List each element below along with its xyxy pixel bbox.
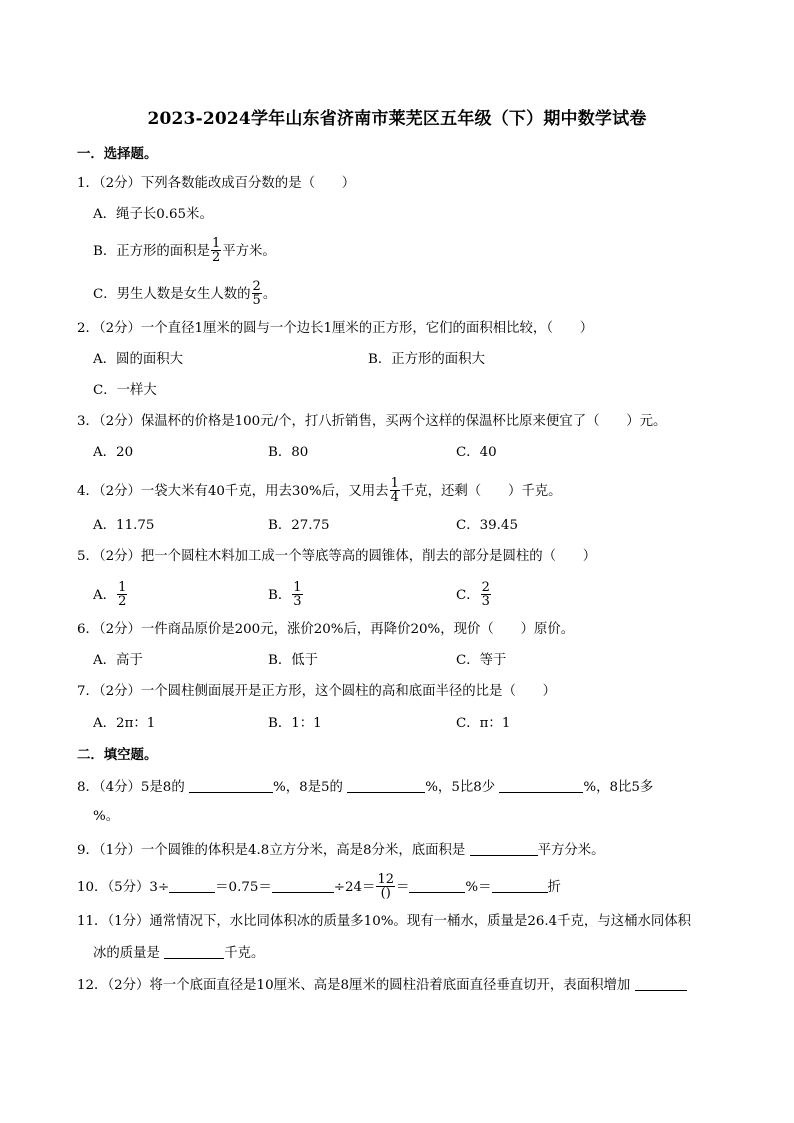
question-1-stem: 1．（2分）下列各数能改成百分数的是（ ）	[77, 176, 356, 191]
question-6-option-b: B．低于	[268, 653, 319, 668]
answer-blank[interactable]	[169, 878, 215, 893]
section-choice-heading: 一．选择题。	[77, 146, 158, 162]
answer-blank[interactable]	[409, 878, 465, 893]
question-4-stem: 4．（2分）一袋大米有40千克，用去30%后，又用去 $\frac{1}{4}$ 千克，还剩（ ）千克。	[77, 476, 562, 505]
answer-blank[interactable]	[272, 878, 334, 893]
answer-blank[interactable]	[635, 976, 687, 991]
question-3-stem: 3．（2分）保温杯的价格是100元/个，打八折销售，买两个这样的保温杯比原来便宜了（ ）元。	[77, 414, 667, 429]
question-4-option-c: C．39.45	[456, 518, 518, 533]
question-5-option-b: B． $\frac{1}{3}$	[268, 580, 302, 609]
question-1-option-b: B．正方形的面积是 $\frac{1}{2}$ 平方米。	[93, 236, 276, 265]
answer-blank[interactable]	[492, 878, 548, 893]
question-5-stem: 5．（2分）把一个圆柱木料加工成一个等底等高的圆锥体，削去的部分是圆柱的（ ）	[77, 549, 597, 564]
answer-blank[interactable]	[347, 778, 425, 793]
fraction: $\frac{1}{4}$	[390, 476, 399, 505]
question-4-option-a: A．11.75	[93, 518, 155, 533]
question-7-option-c: C．π：1	[456, 716, 511, 731]
question-5-option-c: C． $\frac{2}{3}$	[456, 580, 490, 609]
question-8-line-2: %。	[93, 809, 120, 824]
question-8-line-1: 8．（4分）5是8的 %，8是5的 %，5比8少 %，8比5多	[77, 780, 654, 795]
question-10-stem: 10．（5分）3÷ ＝0.75＝ ÷24＝ $\frac{12}{()}$ ＝ %＝ 折	[77, 872, 561, 901]
question-11-line-1: 11．（1分）通常情况下，水比同体积冰的质量多10%。现有一桶水，质量是26.4千克，与这桶水同体积	[77, 914, 692, 929]
question-1-option-a: A．绳子长0.65米。	[93, 207, 213, 222]
question-3-option-a: A．20	[93, 445, 134, 460]
section-fill-heading: 二．填空题。	[77, 747, 158, 763]
fraction: $\frac{2}{5}$	[252, 279, 261, 308]
question-3-option-b: B．80	[268, 445, 309, 460]
fraction: $\frac{2}{3}$	[481, 580, 490, 609]
question-1-option-c: C．男生人数是女生人数的 $\frac{2}{5}$ 。	[93, 279, 277, 308]
answer-blank[interactable]	[164, 944, 224, 959]
fraction: $\frac{1}{2}$	[211, 236, 221, 265]
question-6-option-a: A．高于	[93, 653, 143, 668]
question-2-stem: 2．（2分）一个直径1厘米的圆与一个边长1厘米的正方形，它们的面积相比较，（ ）	[77, 321, 594, 336]
question-7-option-a: A．2π：1	[93, 716, 156, 731]
exam-title: 2023-2024学年山东省济南市莱芜区五年级（下）期中数学试卷	[147, 109, 647, 129]
question-9-stem: 9．（1分）一个圆锥的体积是4.8立方分米，高是8分米，底面积是 平方分米。	[77, 843, 605, 858]
question-11-line-2: 冰的质量是 千克。	[93, 946, 265, 961]
question-7-option-b: B．1：1	[268, 716, 322, 731]
question-4-option-b: B．27.75	[268, 518, 330, 533]
question-6-option-c: C．等于	[456, 653, 507, 668]
question-12-stem: 12．（2分）将一个底面直径是10厘米、高是8厘米的圆柱沿着底面直径垂直切开，表面积增加	[77, 976, 687, 995]
question-2-option-c: C．一样大	[93, 383, 157, 398]
question-6-stem: 6．（2分）一件商品原价是200元，涨价20%后，再降价20%，现价（ ）原价。	[77, 622, 575, 637]
fraction: $\frac{12}{()}$	[377, 872, 394, 901]
question-7-stem: 7．（2分）一个圆柱侧面展开是正方形，这个圆柱的高和底面半径的比是（ ）	[77, 684, 557, 699]
answer-blank[interactable]	[189, 778, 273, 793]
question-2-option-b: B．正方形的面积大	[368, 352, 485, 367]
answer-blank[interactable]	[499, 778, 583, 793]
question-3-option-c: C．40	[456, 445, 497, 460]
question-5-option-a: A． $\frac{1}{2}$	[93, 580, 127, 609]
fraction: $\frac{1}{2}$	[118, 580, 127, 609]
question-2-option-a: A．圆的面积大	[93, 352, 184, 367]
fraction: $\frac{1}{3}$	[293, 580, 302, 609]
answer-blank[interactable]	[470, 841, 538, 856]
